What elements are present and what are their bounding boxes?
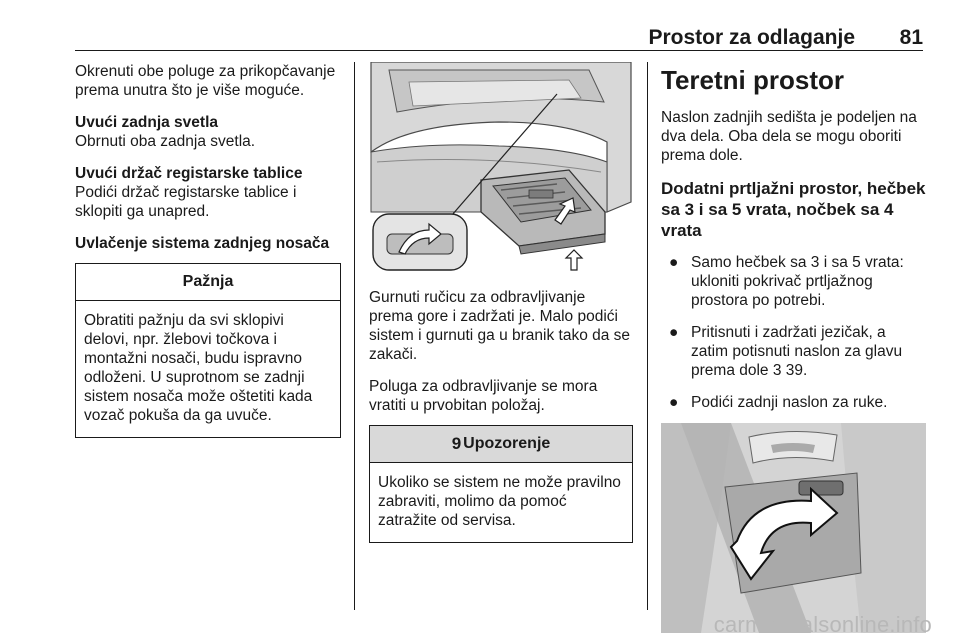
paragraph-plate: Podići držač registarske tablice i sklopiti ga unapred. — [75, 184, 297, 220]
armrest-illustration — [661, 423, 926, 633]
warning-box — [369, 425, 633, 543]
list-item — [661, 393, 926, 412]
list-item — [661, 323, 926, 380]
bullet-icon: ● — [669, 394, 679, 411]
page-number: 81 — [899, 26, 923, 49]
bullet-icon: ● — [669, 254, 679, 271]
subheading-retract: Uvlačenje sistema zadnjeg nosača — [75, 235, 330, 252]
subheading-plate: Uvući držač registarske tablice — [75, 165, 303, 182]
attention-box — [75, 263, 341, 438]
column-divider-left — [354, 62, 355, 610]
subheading-lights: Uvući zadnja svetla — [75, 114, 219, 131]
list-item-text: Pritisnuti i zadržati jezičak, a zatim potisnuti naslon za glavu prema dole — [691, 324, 903, 379]
attention-body: Obratiti pažnju da svi sklopivi delovi, npr. žlebovi točkova i montažni nosači, budu ispravno odloženi. U suprotnom se zadnji sistem nosača može oštetiti kada vozač pokuša da ga uvuče. — [84, 312, 313, 424]
bullet-icon: ● — [669, 324, 679, 341]
warning-title: Upozorenje — [463, 435, 551, 452]
warning-icon: 9 — [451, 434, 462, 453]
subheading-extra-space: Dodatni prtljažni prostor, hečbek sa 3 i sa 5 vrata, nočbek sa 4 vrata — [661, 179, 926, 240]
list-item-text: Samo hečbek sa 3 i sa 5 vrata: ukloniti pokrivač prtljažnog prostora po potrebi. — [691, 254, 904, 309]
instruction-list — [661, 253, 926, 412]
list-item-text: Podići zadnji naslon za ruke. — [691, 394, 888, 411]
page-reference-link[interactable]: 39. — [785, 362, 808, 379]
paragraph-levers: Okrenuti obe poluge za prikopčavanje prema unutra što je više moguće. — [75, 63, 336, 99]
column-3 — [661, 62, 926, 633]
column-divider-right — [647, 62, 648, 610]
paragraph-push-handle: Gurnuti ručicu za odbravljivanje prema gore i zadržati je. Malo podići sistem i gurnuti ga u branik tako da se zakači. — [369, 289, 631, 363]
page-header — [75, 26, 923, 51]
list-item — [661, 253, 926, 310]
chapter-title: Teretni prostor — [661, 65, 844, 95]
section-title: Prostor za odlaganje — [648, 26, 855, 49]
paragraph-seat-backrest: Naslon zadnjih sedišta je podeljen na dva dela. Oba dela se mogu oboriti prema dole. — [661, 109, 917, 164]
rear-carrier-illustration — [369, 62, 633, 274]
paragraph-lever-return: Poluga za odbravljivanje se mora vratiti u prvobitan položaj. — [369, 378, 598, 414]
watermark: carmanualsonline.info — [713, 612, 932, 637]
warning-header — [370, 426, 632, 463]
attention-title: Pažnja — [76, 264, 340, 301]
page-reference-icon: 3 — [772, 362, 782, 379]
warning-body: Ukoliko se sistem ne može pravilno zabraviti, molimo da pomoć zatražite od servisa. — [378, 474, 621, 529]
column-2 — [369, 62, 633, 543]
paragraph-lights: Obrnuti oba zadnja svetla. — [75, 133, 256, 150]
column-1 — [75, 62, 341, 438]
